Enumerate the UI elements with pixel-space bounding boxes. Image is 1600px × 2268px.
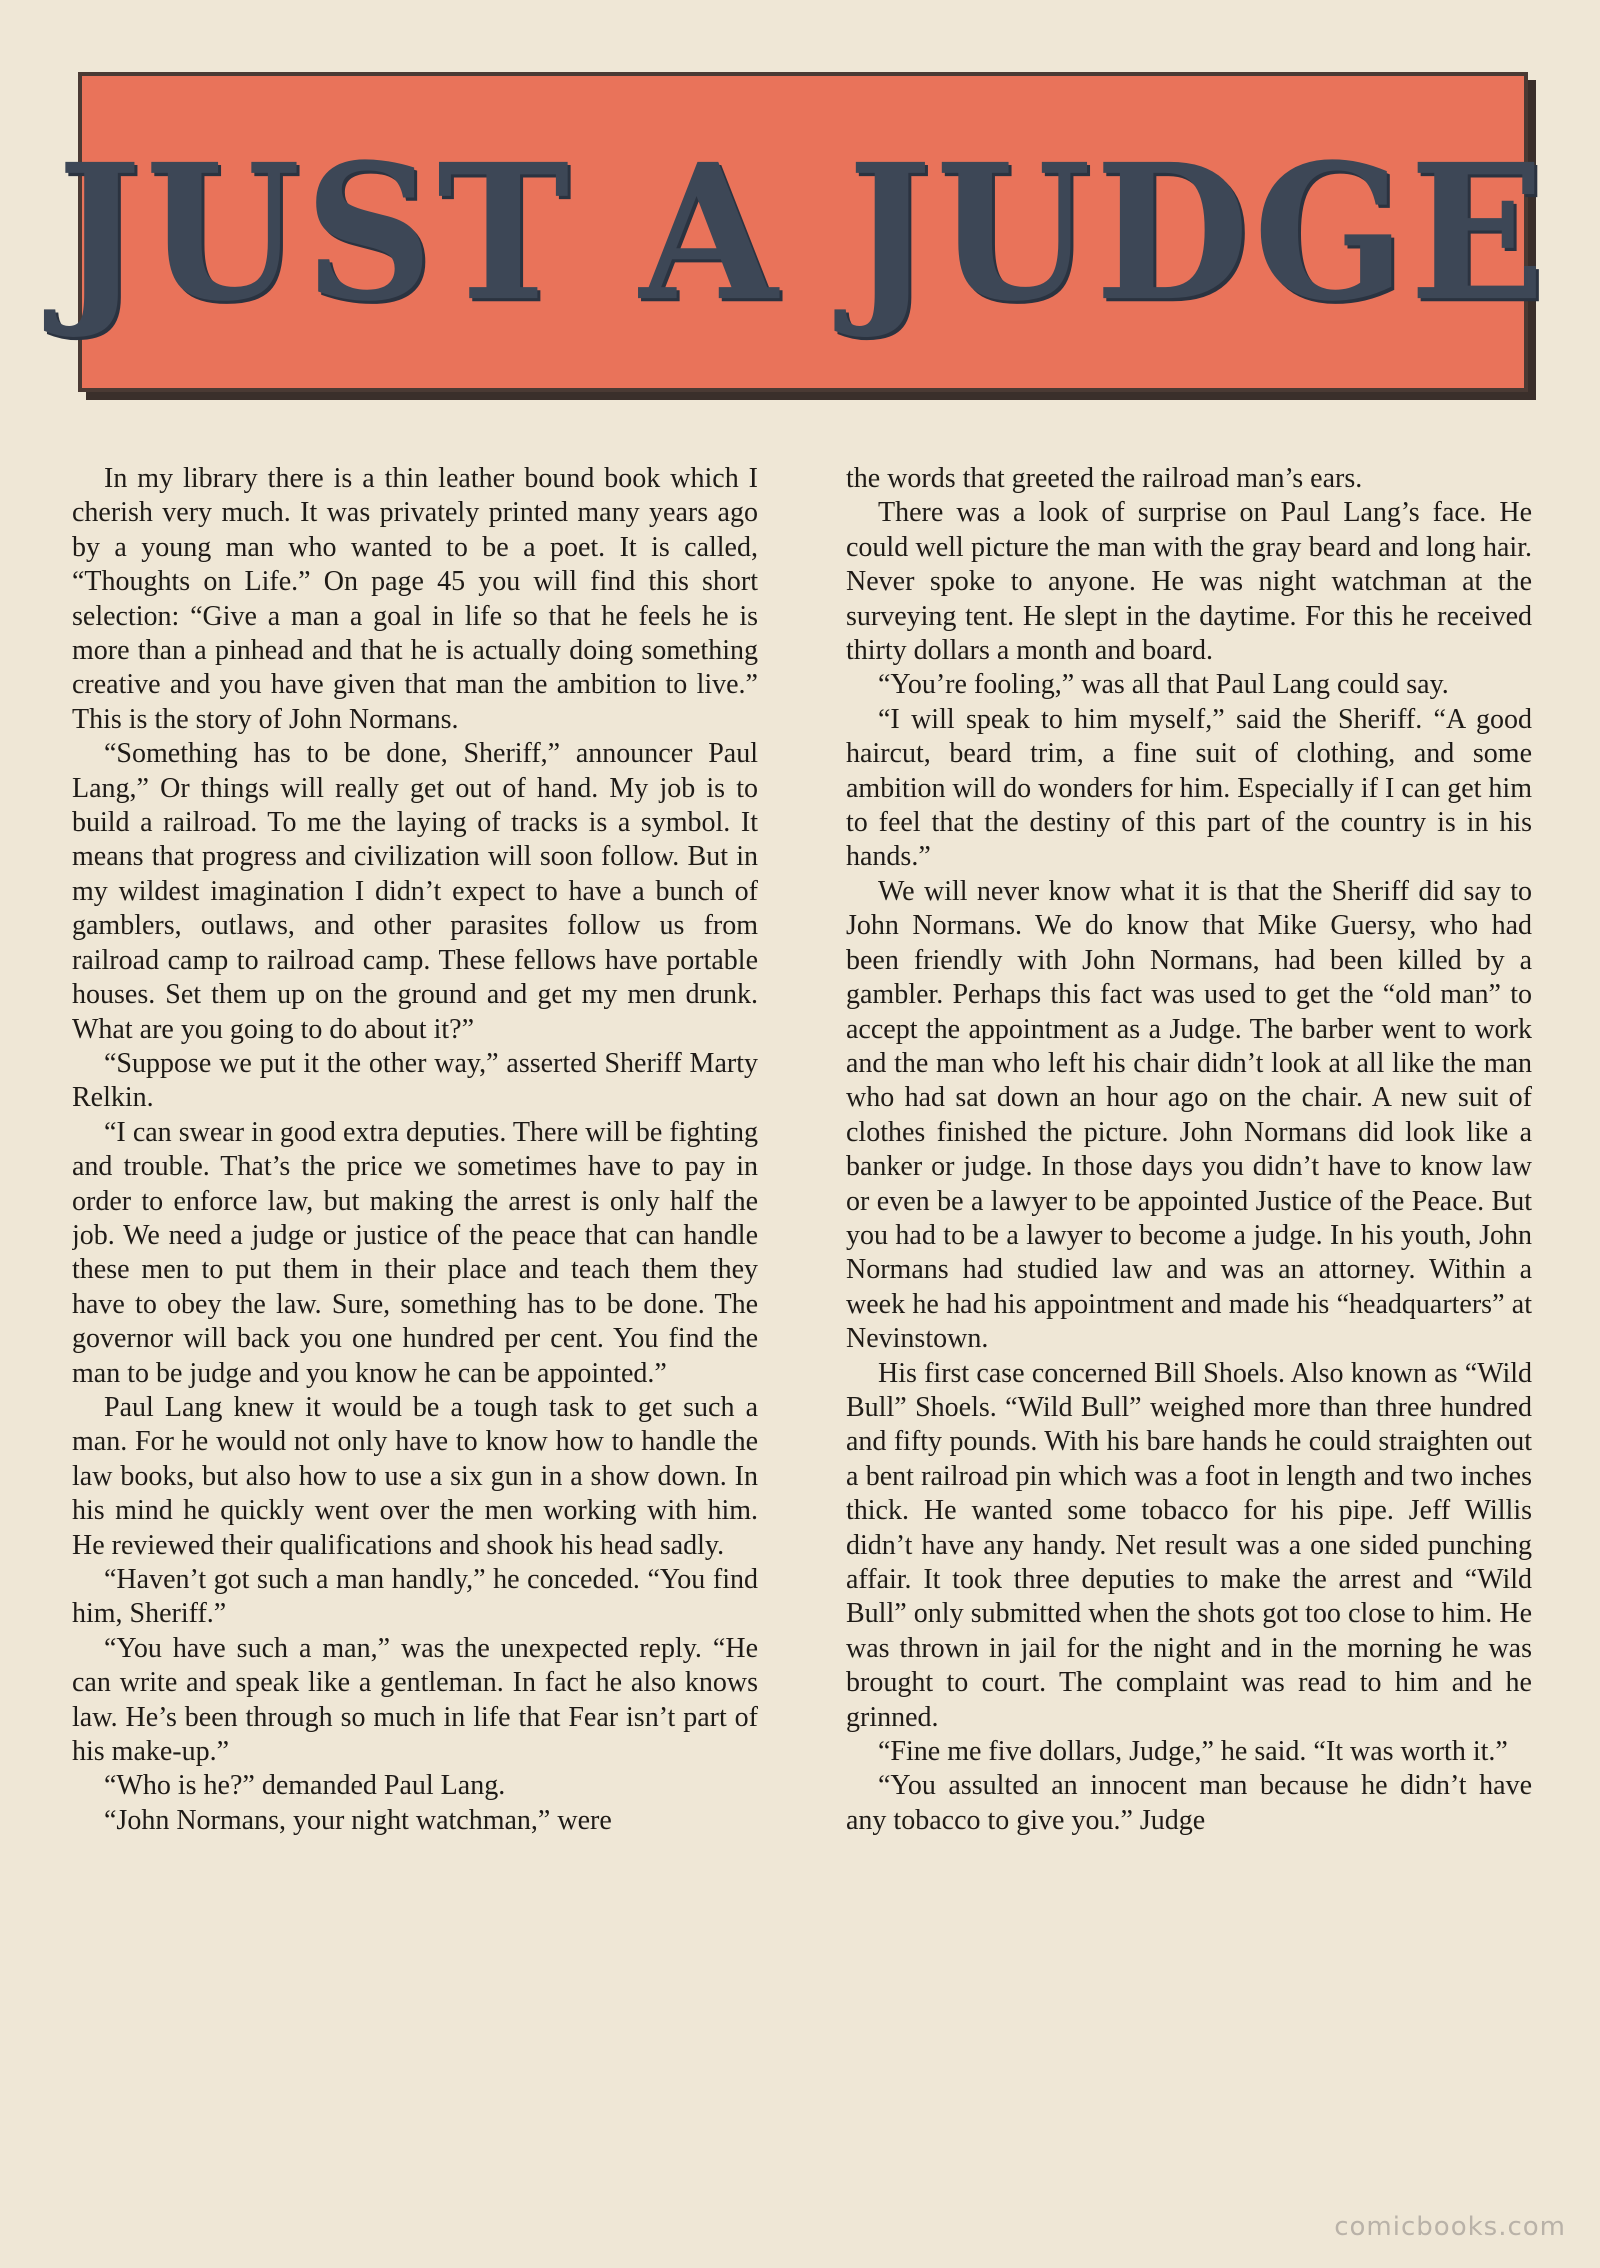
paragraph: “Who is he?” demanded Paul Lang. (104, 1770, 506, 1802)
paragraph: “I can swear in good extra deputies. There will be fighting and trouble. That’s the price we sometimes have to pay in order to enforce law, but making the arrest is only half the job. We need a judge or justice of the peace that can handle these men to put them in their place and teach them they have to obey the law. Sure, something has to be done. The governor will back you one hundred per cent. You find the man to be judge and you know he can be appointed.” (72, 1116, 758, 1389)
paragraph: “You’re fooling,” was all that Paul Lang could say. (878, 669, 1449, 701)
paragraph: We will never know what it is that the Sheriff did say to John Normans. We do know that Mike Guersy, who had been friendly with John Normans, had been killed by a gambler. Perhaps this fact was used to get the “old man” to accept the appointment as a Judge. The barber went to work and the man who left his chair didn’t look at all like the man who had sat down an hour ago on the chair. A new suit of clothes finished the picture. John Normans did look like a banker or judge. In those days you didn’t have to know law or even be a lawyer to be appointed Justice of the Peace. But you had to be a lawyer to become a judge. In his youth, John Normans had studied law and was an attorney. Within a week he had his appointment and made his “headquarters” at Nevinstown. (846, 875, 1532, 1355)
paragraph: “John Normans, your night watchman,” were (104, 1804, 612, 1836)
paragraph: “Suppose we put it the other way,” asserted Sheriff Marty Relkin. (72, 1047, 758, 1114)
left-column (72, 462, 758, 2182)
paragraph: “I will speak to him myself,” said the Sheriff. “A good haircut, beard trim, a fine suit of clothing, and some ambition will do wonders for him. Especially if I can get him to feel that the destiny of this part of the country is in his hands.” (846, 703, 1532, 873)
right-column (846, 462, 1532, 2182)
paragraph: “Haven’t got such a man handly,” he conceded. “You find him, Sheriff.” (72, 1564, 758, 1630)
story-title: JUST A JUDGE (57, 122, 1549, 342)
paragraph-continuation: the words that greeted the railroad man’s ears. (846, 463, 1363, 494)
paragraph: “You have such a man,” was the unexpected reply. “He can write and speak like a gentleman. In fact he also knows law. He’s been through so much in life that Fear isn’t part of his make-up.” (72, 1632, 758, 1768)
paragraph: His first case concerned Bill Shoels. Also known as “Wild Bull” Shoels. “Wild Bull” weighed more than three hundred and fifty pounds. With his bare hands he could straighten out a bent railroad pin which was a foot in length and two inches thick. He wanted some tobacco for his pipe. Jeff Willis didn’t have any handy. Net result was a one sided punching affair. It took three deputies to make the arrest and “Wild Bull” only submitted when the shots got too close to him. He was thrown in jail for the night and in the morning he was brought to court. The complaint was read to him and he grinned. (846, 1357, 1532, 1733)
paragraph: “Something has to be done, Sheriff,” announcer Paul Lang,” Or things will really get out of hand. My job is to build a railroad. To me the laying of tracks is a symbol. It means that progress and civilization will soon follow. But in my wildest imagination I didn’t expect to have a bunch of gamblers, outlaws, and other parasites follow us from railroad camp to railroad camp. These fellows have portable houses. Set them up on the ground and get my men drunk. What are you going to do about it?” (72, 738, 758, 1045)
story-body (72, 462, 1532, 2182)
title-banner (57, 72, 1549, 392)
paragraph: In my library there is a thin leather bound book which I cherish very much. It was privately printed many years ago by a young man who wanted to be a poet. It is called, “Thoughts on Life.” On page 45 you will find this short selection: “Give a man a goal in life so that he feels he is more than a pinhead and that he is actually doing something creative and you have given that man the ambition to live.” This is the story of John Normans. (72, 463, 758, 735)
paragraph: There was a look of surprise on Paul Lang’s face. He could well picture the man with the gray beard and long hair. Never spoke to anyone. He was night watchman at the surveying tent. He slept in the daytime. For this he received thirty dollars a month and board. (846, 497, 1532, 667)
paragraph: “Fine me five dollars, Judge,” he said. “It was worth it.” (878, 1736, 1508, 1768)
paragraph: “You assulted an innocent man because he didn’t have any tobacco to give you.” Judge (846, 1770, 1532, 1836)
site-watermark: comicbooks.com (1334, 2212, 1566, 2242)
paragraph: Paul Lang knew it would be a tough task to get such a man. For he would not only have to know how to handle the law books, but also how to use a six gun in a show down. In his mind he quickly went over the men working with him. He reviewed their qualifications and shook his head sadly. (72, 1391, 758, 1561)
